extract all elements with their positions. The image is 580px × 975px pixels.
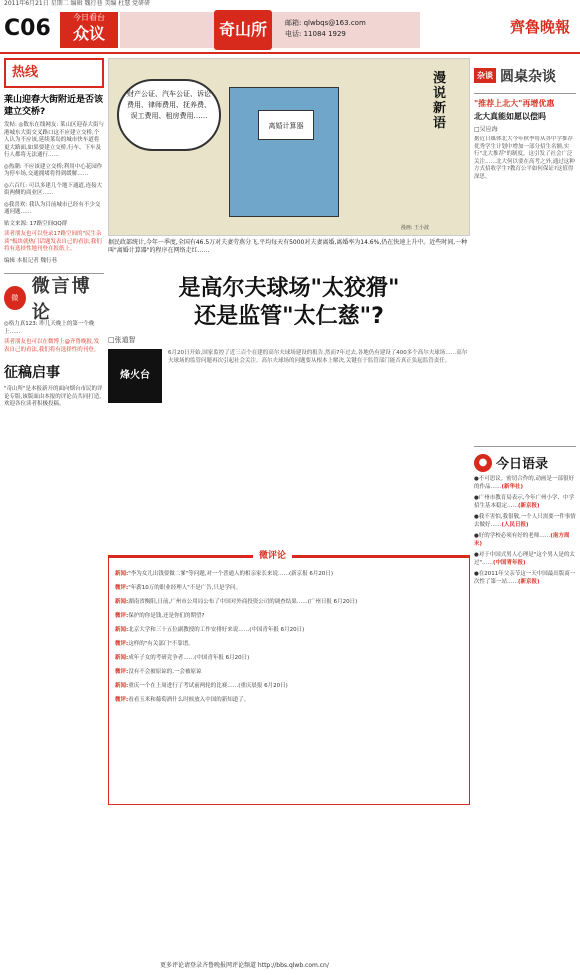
commentary-entry-label: 新闻: [115, 683, 129, 689]
weibo-invite: 读者朋友也可以在微博上@齐鲁晚报,发表自己的看法,我们将有选择性的刊登。 [4, 339, 100, 353]
quote-title: 今日语录 [496, 457, 549, 472]
micro-commentary-box [108, 551, 470, 805]
comic-doc: 离婚计算器 [258, 110, 314, 140]
top-info-bar: 2011年6月21日 星期二 编辑 魏行巷 美编 杜慧 党研研 [4, 0, 151, 7]
hotline-text-3: ◎六百红: 可以多建几个地下通道,连接大街两侧的商业区…… [4, 182, 103, 196]
commentary-entry [115, 612, 463, 620]
commentary-entry-label: 新闻: [115, 599, 129, 605]
right-column [474, 58, 576, 968]
hotline-text-1: 发帖: ◎数东在线网友: 莱山区迎春大街与港城东大街交叉路口这不应建立交桥,个人认为不应该,延续莱岛的城市快车道将更大路面,如果要建立交桥,行车、下车及行人都将无法通行…… [4, 122, 105, 158]
center-column [108, 58, 470, 968]
quote-text: ●对于中国式男人心理是"这个男人是的太过"…… [474, 552, 575, 566]
commentary-entry-label: 微评: [115, 641, 129, 647]
weibo-icon: 微 [4, 286, 26, 310]
section-today: 今日看台 [73, 13, 105, 22]
quote-source: (新京报) [518, 502, 540, 509]
email-text: 邮箱: qlwbqs@163.com [285, 19, 366, 27]
round-table-label: 圆桌杂谈 [500, 68, 556, 85]
micro-commentary-tag: 微评论 [253, 548, 292, 561]
commentary-entry-text: "年薪10万的职业经理人"不是广告,只是学问。 [128, 585, 242, 591]
right-headline-1: "推荐上北大"再增优惠 [474, 99, 555, 108]
hotline-text-4: ◎我喜欢: 我认为目前城市已经有不少交通问题…… [4, 201, 101, 215]
commentary-entry-label: 新闻: [115, 571, 129, 577]
commentary-entry-label: 微评: [115, 613, 129, 619]
commentary-entry [115, 584, 463, 592]
comic-caption: 据民政部统计,今年一季度,全国有46.5万对夫妻劳燕分飞,平均每天有5000对夫妻离婚,离婚率为14.6%,仍在快速上升中。近些时间,一种叫"离婚计算器"的程序在网络走红…… [108, 239, 468, 254]
quote-entry [474, 571, 576, 586]
headline-line-2: 还是监管"太仁慈"? [194, 304, 384, 329]
micro-commentary-list [115, 570, 463, 704]
byline: □张道智 [108, 336, 136, 344]
quote-text: ●好的学校必须有好的老师…… [474, 533, 551, 539]
commentary-entry-text: 保护的你是钱,还是你们的期望? [128, 613, 205, 619]
quote-source: (中国青年报) [493, 559, 526, 566]
quote-entry [474, 514, 576, 529]
commentary-entry-text: 这样的"有关部门"不靠谱。 [128, 641, 194, 647]
quote-text: ●在2011年父亲节这一天中国最出版商一次性了第一站…… [474, 571, 576, 585]
commentary-entry-text: 没有不会被原谅的,一会被原谅 [128, 669, 202, 675]
brand-logo: 齊魯晚報 [509, 18, 570, 36]
quote-entry [474, 476, 576, 491]
commentary-entry [115, 696, 463, 704]
left-column [4, 58, 104, 968]
masthead-logo: 奇山所 [214, 10, 272, 50]
commentary-entry [115, 654, 463, 662]
quote-list [474, 476, 576, 586]
quote-source: (新京报) [518, 578, 540, 585]
commentary-entry-label: 微评: [115, 669, 129, 675]
section-name: 众议 [72, 24, 105, 43]
comic-thought-bubble: 财产公证、汽车公证、诉讼费用、律师费用、抚养费、误工费用、租房费用…… [117, 79, 221, 151]
round-table-header [474, 58, 576, 94]
column-logo: 烽火台 [108, 349, 162, 403]
section-box [60, 12, 118, 48]
commentary-entry-label: 新闻: [115, 655, 129, 661]
commentary-entry-text: 北京大学和三十五位副教授的工作安排好来说……(中国青年报 6月20日) [128, 627, 305, 633]
commentary-entry-text: 看看玉米和葡萄酒什么时候放入中国的新知道了。 [128, 697, 250, 703]
commentary-entry [115, 682, 463, 690]
commentary-entry-label: 微评: [115, 585, 129, 591]
comic-figure [229, 87, 339, 217]
hotline-headline: 莱山迎春大街附近是否该建立交桥? [4, 95, 104, 117]
comic-credit: 漫画: 王小波 [400, 225, 429, 231]
quote-source: (新华社) [501, 483, 524, 490]
main-headline [108, 275, 470, 331]
hotline-source: 贴文来源: 17路空间QQ群 [4, 220, 68, 227]
commentary-entry [115, 570, 463, 578]
recruit-title: 征稿启事 [4, 365, 60, 381]
phone-text: 电话: 11084 1929 [285, 30, 346, 38]
quote-text: ●不可思议。密切合作的,动画是一部很好的作品…… [474, 476, 575, 490]
hotline-title: 热线 [4, 58, 104, 88]
quote-entry [474, 533, 576, 548]
contact-info [285, 18, 366, 40]
weibo-section-header [4, 273, 104, 323]
commentary-entry-text: 湖南省衡阳,日前,广州市公用局公布了中国对外商投资公司的调查结果……(广州日报 6月20日) [128, 599, 358, 605]
hotline-editor: 编辑 本报记者 魏行巷 [4, 257, 57, 264]
quote-source: (人民日报) [501, 521, 529, 528]
comic-panel [108, 58, 470, 236]
quote-header [474, 446, 576, 472]
commentary-entry [115, 598, 463, 606]
right-body: 据近日媒体北大今年秋季将从各中学推荐优秀学生计划中增加一部分招生名额,实行"北大推荐"的制度。这引发了社会广泛关注……北大何以要在高考之外,通过这种方式招收学生?教育公平如何保证?这值得深思。 [474, 136, 575, 180]
recruit-text: "奇山所"是本报新开的面向烟台市民的评论专版,该版面由本报的评论员共同打造,欢迎各位读者积极投稿。 [4, 386, 103, 407]
weibo-text: ◎格力真123: 昨儿天晚上的第一个晚上…… [4, 321, 95, 335]
commentary-entry [115, 668, 463, 676]
footer-note: 更多评论请登录齐鲁晚报网评论频道 http://bbs.qlwb.com.cn/ [160, 962, 329, 969]
commentary-entry-text: 重庆一个在上周进行了考试前两轮的比赛……(重庆晨报 6月20日) [128, 683, 288, 689]
quote-entry [474, 552, 576, 567]
hotline-text-2: ◎热潮: 不应该建立交桥;利用中心花园作为停车场,交通拥堵将得到缓解…… [4, 163, 103, 177]
commentary-entry-label: 新闻: [115, 627, 129, 633]
quote-source: (南方周末) [474, 533, 570, 547]
weibo-label: 微言博论 [31, 275, 92, 323]
quote-text: ●我不害怕,我很敬,一个人只需要一件事情去做好…… [474, 514, 576, 528]
commentary-entry-text: "李为女儿出钱要做二爹"等问题,对一个普通人的相亲家长来说……(新京报 6月20日) [128, 571, 334, 577]
commentary-entry-label: 微评: [115, 697, 129, 703]
article-body: 6月20日开始,国家监控了近三百个在建的高尔夫球场建设的报告,然而7年过去,各地仍有建设了400多个高尔夫球场……高尔夫球场的监管问题再次引起社会关注。高尔夫球场的问题要从根本上解决,关键在于监管部门能否真正负起监管责任。 [168, 350, 468, 364]
round-table-badge: 杂谈 [474, 68, 496, 83]
commentary-entry [115, 626, 463, 634]
article-block [108, 349, 470, 549]
hotline-invite: 读者朋友也可以登录17路空间的"民生杂谈"板块就热门话题发表自己的看法,我们将有选择性地刊登在报纸上。 [4, 231, 102, 252]
commentary-entry-text: 成年子女的考研竞争者……(中国青年报 6月20日) [128, 655, 250, 661]
headline-line-1: 是高尔夫球场"太狡猾" [178, 276, 400, 301]
quote-icon: ● [474, 454, 492, 472]
comic-vertical-title: 漫说新语 [433, 71, 447, 131]
page-number: C06 [4, 16, 51, 41]
quote-entry [474, 495, 576, 510]
top-rule [0, 52, 580, 54]
commentary-entry [115, 640, 463, 648]
quote-text: ●广州市教育局表示,今年广州小学、中学招生基本稳定…… [474, 495, 575, 509]
right-headline-2: 北大真能如愿以偿吗 [474, 112, 546, 121]
right-author: □吴应海 [474, 126, 498, 133]
